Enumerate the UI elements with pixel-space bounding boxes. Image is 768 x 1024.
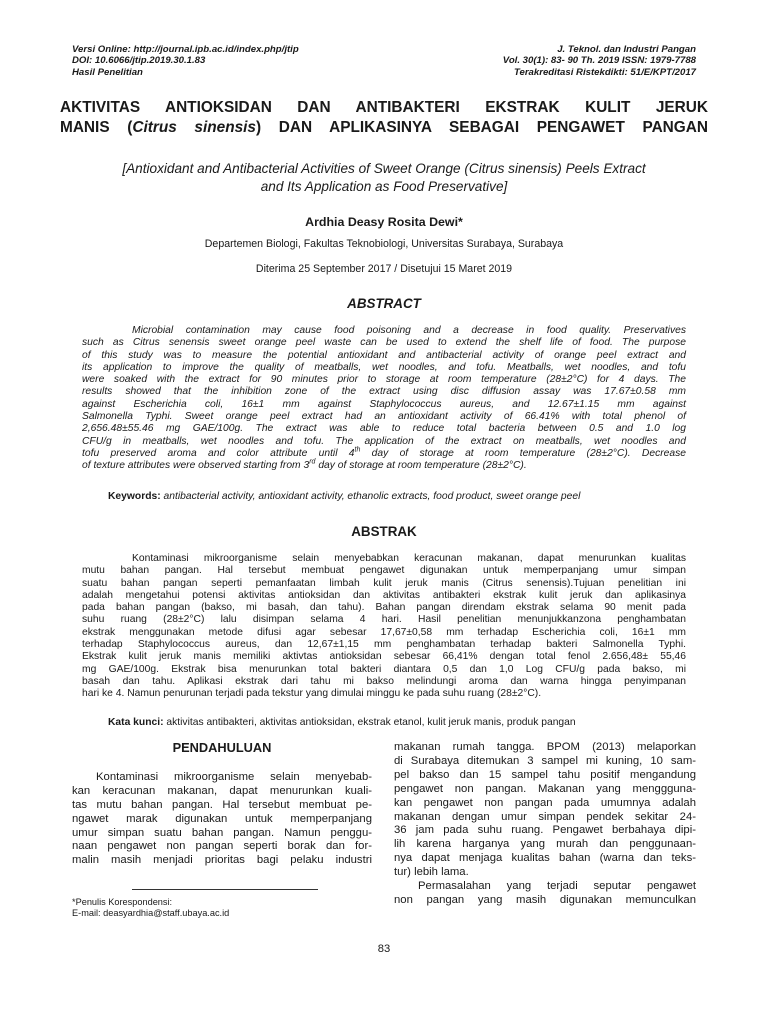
body-line: Permasalahan yang terjadi seputar pengawet <box>418 880 696 893</box>
body-line: lih karena harganya yang murah dan penggunaan- <box>394 838 696 851</box>
abstract-heading: ABSTRACT <box>347 296 421 311</box>
ordinal-suffix-rd: rd <box>309 458 316 466</box>
body-line: 36 jam pada suhu ruang. Pengawet berbahaya dipi- <box>394 824 696 837</box>
keywords-indonesian <box>108 717 686 728</box>
abstract-en-line-11-start: tofu preserved aroma and color attribute until 4 <box>82 447 355 459</box>
kata-kunci-label: Kata kunci: <box>108 717 164 728</box>
body-line: di Surabaya ditemukan 3 sampel mi kuning, 10 sam- <box>394 754 696 767</box>
abstract-en-line-11-end: day of storage at room temperature (28±2°C). Decrease <box>360 447 686 459</box>
article-title <box>60 98 708 138</box>
body-column-right <box>394 741 696 908</box>
body-line: Kontaminasi mikroorganisme selain menyebab- <box>96 770 372 783</box>
abstract-en-line: CFU/g in meatballs, wet noodles and tofu. The application of the extract on meatballs, wet noodles and <box>82 435 686 447</box>
body-line: kan pengawet non pangan pada umumnya adalah <box>394 796 696 809</box>
abstract-en-line: its application to improve the quality of meatballs, wet noodles, and tofu. Meatballs, wet noodles, and tofu <box>82 361 686 373</box>
body-line: tas mutu bahan pangan. Hal tersebut membuat pe- <box>72 798 372 811</box>
header-volume-issn: Vol. 30(1): 83- 90 Th. 2019 ISSN: 1979-7788 <box>502 55 696 67</box>
abstract-en-line: 2,656.48±55.46 mg GAE/100g. The extract was able to reduce total bacteria between 0.5 and 1.0 log <box>82 423 686 435</box>
keywords-text: antibacterial activity, antioxidant activity, ethanolic extracts, food product, sweet orange peel <box>163 491 581 502</box>
header-right <box>503 44 696 78</box>
abstract-en-line: were soaked with the extract for 90 minutes prior to storage at room temperature (28±2°C) for 4 days. The <box>82 374 686 386</box>
title-line-2 <box>60 118 708 138</box>
header-article-type: Hasil Penelitian <box>72 66 143 78</box>
abstrak-line: pada bahan pangan (bakso, mi basah, dan tahu). Bahan pangan direndam ekstrak selama 90 menit pada <box>82 602 686 614</box>
abstract-english <box>82 325 686 473</box>
footnote-email: E-mail: deasyardhia@staff.ubaya.ac.id <box>72 908 230 919</box>
body-line: makanan dengan umur simpan pendek sekitar 24- <box>394 810 696 823</box>
abstrak-line: suhu ruang (28±2°C) lalu disimpan selama 4 hari. Hasil penelitian menunjukkanzona penghambatan <box>82 614 686 626</box>
abstrak-line: mutu bahan pangan. Hal tersebut membuat pengawet digunakan untuk memperpanjang umur simpan <box>82 565 686 577</box>
abstract-en-line <box>82 448 686 460</box>
abstract-indonesian <box>82 553 686 701</box>
body-line: umur simpan suatu bahan pangan. Namun penggu- <box>72 826 372 839</box>
kata-kunci-text: aktivitas antibakteri, aktivitas antioksidan, ekstrak etanol, kulit jeruk manis, produk pangan <box>166 717 576 728</box>
received-accepted-dates: Diterima 25 September 2017 / Disetujui 15 Maret 2019 <box>255 263 513 275</box>
body-line: non pangan yang masih digunakan memunculkan <box>394 893 696 906</box>
title-line-1: AKTIVITAS ANTIOKSIDAN DAN ANTIBAKTERI EKSTRAK KULIT JERUK <box>60 99 708 116</box>
abstrak-line: suatu bahan pangan seperti pemanfaatan limbah kulit jeruk manis (Citrus senensis).Tujuan penelitian ini <box>82 577 686 589</box>
keywords-label: Keywords: <box>108 491 161 502</box>
ordinal-suffix-th: th <box>354 446 361 454</box>
english-title-line-2: and Its Application as Food Preservative] <box>260 179 508 194</box>
abstrak-line: ekstrak menggunakan metode difusi agar sebesar 17,67±0,58 mm terhadap Escherichia coli, 16±1 mm <box>82 626 686 638</box>
body-column-left <box>72 741 372 868</box>
abstrak-heading: ABSTRAK <box>351 524 417 539</box>
header-journal-name: J. Teknol. dan Industri Pangan <box>557 44 696 55</box>
author-name: Ardhia Deasy Rosita Dewi* <box>305 215 463 229</box>
abstrak-line: terhadap Staphylococcus aureus, dan 12,67±1,15 mm penghambatan terhadap bakteri Salmonella Typhi. <box>82 639 686 651</box>
abstract-en-line: Salmonella Typhi. Sweet orange peel extract had an antioxidant activity of 66.41% with total phenol of <box>82 411 686 423</box>
body-line: naan pengawet non pangan seperti borak dan for- <box>72 840 372 853</box>
section-heading-pendahuluan: PENDAHULUAN <box>172 740 272 755</box>
abstrak-line: hari ke 4. Namun penurunan terjadi pada tekstur yang dimulai minggu ke pada suhu ruang (28±2°C). <box>82 688 542 700</box>
abstract-en-line: results showed that the inhibition zone of the extract using disc diffusion assay was 17.67±0.58 mm <box>82 386 686 398</box>
body-line: pengawet non pangan. Makanan yang menggguna- <box>394 782 696 795</box>
corresponding-author-footnote <box>72 897 229 920</box>
abstract-en-line: against Escherichia coli, 16±1 mm against Staphylococcus aureus, and 12.67±1.15 mm against <box>82 398 686 410</box>
abstrak-line: adalah mengetahui potensi aktivitas antioksidan dan aktivitas antibakteri ekstrak kulit jeruk dan aplikasinya <box>82 589 686 601</box>
header-left <box>72 44 299 78</box>
header-accreditation: Terakreditasi Ristekdikti: 51/E/KPT/2017 <box>513 66 696 78</box>
title-line-2-start: MANIS ( <box>60 119 133 136</box>
abstract-en-line: of this study was to measure the potential antioxidant and antibacterial activity of orange peel extract and <box>82 349 686 361</box>
abstract-en-line-12-start: of texture attributes were observed starting from 3 <box>82 460 310 472</box>
title-species: Citrus sinensis <box>132 119 256 136</box>
english-title <box>72 160 696 196</box>
footnote-divider <box>132 889 318 890</box>
title-line-2-end: ) DAN APLIKASINYA SEBAGAI PENGAWET PANGAN <box>256 119 708 136</box>
abstract-en-line-12-end: day of storage at room temperature (28±2°C). <box>315 460 527 472</box>
author-affiliation: Departemen Biologi, Fakultas Teknobiologi, Universitas Surabaya, Surabaya <box>204 238 564 250</box>
body-line: pel bakso dan 15 sampel tahu positif mengandung <box>394 768 696 781</box>
abstrak-line: basah dan tahu. Aplikasi ekstrak dari tahu mi bakso melindungi aroma dan warna hingga penyimpanan <box>82 675 686 687</box>
header-doi: DOI: 10.6066/jtip.2019.30.1.83 <box>72 55 206 67</box>
body-line: ngawet marak digunakan untuk memperpanjang <box>72 812 372 825</box>
abstrak-line: mg GAE/100g. Ekstrak bisa menurunkan total bakteri diantara 0,5 dan 1,0 Log CFU/g pada bakso, mi <box>82 663 686 675</box>
body-line: makanan rumah tangga. BPOM (2013) melaporkan <box>394 741 696 753</box>
keywords-english <box>108 491 686 502</box>
header-online-url: Versi Online: http://journal.ipb.ac.id/index.php/jtip <box>72 44 299 55</box>
abstract-en-line <box>82 460 686 472</box>
body-line: kan keracunan makanan, dapat menurunkan kuali- <box>72 784 372 797</box>
footnote-label: *Penulis Korespondensi: <box>72 897 173 907</box>
page-number: 83 <box>377 943 391 955</box>
english-title-line-1: [Antioxidant and Antibacterial Activities of Sweet Orange (Citrus sinensis) Peels Extract <box>122 161 646 176</box>
abstrak-line: Ekstrak kulit jeruk manis memiliki aktivtas antioksidan sebesar 66,41% dengan total fenol 2.656,48± 55,46 <box>82 651 686 663</box>
abstrak-line: Kontaminasi mikroorganisme selain menyebabkan keracunan makanan, dapat menurunkan kualitas <box>132 553 686 564</box>
body-line: nya dapat menjaga kualitas bahan (warna dan teks- <box>394 852 696 865</box>
abstract-en-line: Microbial contamination may cause food poisoning and a decrease in food quality. Preservatives <box>132 325 686 336</box>
abstract-en-line: such as Citrus senensis sweet orange peel waste can be used to extend the shelf life of food. The purpose <box>82 337 686 349</box>
body-line: malin masih menjadi prioritas bagi pelaku industri <box>72 854 372 867</box>
body-line: tur) lebih lama. <box>394 866 469 879</box>
